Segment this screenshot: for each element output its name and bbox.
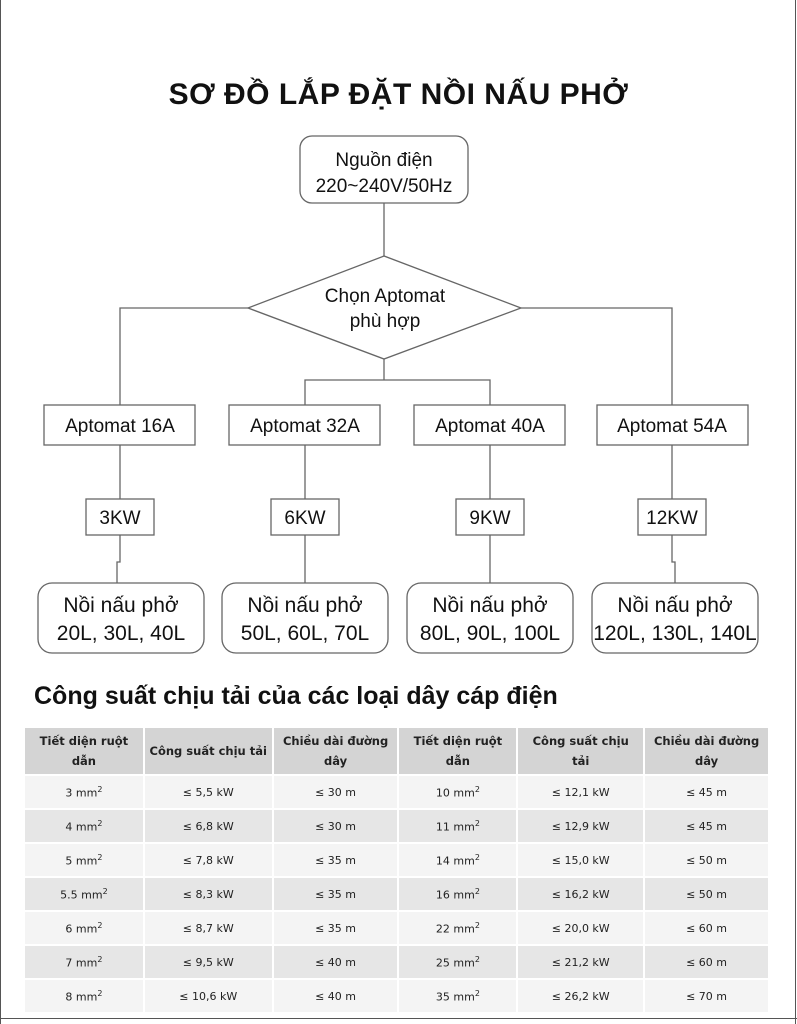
cell-cross-section [398,945,517,979]
cross-section-unit: mm [75,922,98,936]
power-node [271,499,339,535]
power-node [638,499,706,535]
cell-line-length: ≤ 45 m [644,775,769,809]
cable-capacity-table [25,728,770,1014]
pot-label: Nồi nấu phở [247,594,363,617]
cross-section-value: 25 [435,956,450,970]
power-label: 9KW [469,508,511,529]
unit-exponent: 2 [474,818,480,828]
cell-line-length: ≤ 35 m [273,877,399,911]
cell-line-length: ≤ 50 m [644,843,769,877]
cell-load-power: ≤ 26,2 kW [517,979,644,1013]
cross-section-value: 14 [435,854,450,868]
cell-load-power: ≤ 12,1 kW [517,775,644,809]
header-load-power: Công suất chịu tải [517,728,644,775]
cell-load-power: ≤ 5,5 kW [144,775,273,809]
header-cross-section: Tiết diện ruột dẫn [25,728,144,775]
decision-label-line1: Chọn Aptomat [324,286,446,307]
cell-load-power: ≤ 21,2 kW [517,945,644,979]
unit-exponent: 2 [474,920,480,930]
cross-section-value: 10 [435,786,450,800]
header-line-length: Chiều dài đường dây [644,728,769,775]
pot-label: Nồi nấu phở [432,594,548,617]
unit-exponent: 2 [97,784,103,794]
table-row [25,979,769,1013]
table-row [25,911,769,945]
power-label: 3KW [99,508,141,529]
header-load-power: Công suất chịu tải [144,728,273,775]
cross-section-unit: mm [453,990,475,1004]
cross-section-value: 3 [65,786,73,800]
breaker-node [44,405,195,445]
cross-section-unit: mm [453,820,475,834]
cell-cross-section [25,979,144,1013]
cell-cross-section [25,775,144,809]
pot-node [222,583,388,653]
cell-load-power: ≤ 6,8 kW [144,809,273,843]
table-body [25,775,769,1013]
breaker-label: Aptomat 54A [617,416,727,437]
table-row [25,877,769,911]
diagram-title: SƠ ĐỒ LẮP ĐẶT NỒI NẤU PHỞ [168,78,629,111]
cross-section-value: 11 [435,820,450,834]
cross-section-unit: mm [453,854,475,868]
cross-section-unit: mm [75,820,98,834]
decision-label-line2: phù hợp [349,311,421,332]
table-row [25,775,769,809]
cell-line-length: ≤ 35 m [273,843,399,877]
power-source-label: Nguồn điện [335,150,433,171]
unit-exponent: 2 [97,920,103,930]
cross-section-value: 8 [65,990,73,1004]
cross-section-value: 7 [65,956,73,970]
cross-section-unit: mm [453,888,475,902]
header-line-length: Chiều dài đường dây [273,728,399,775]
unit-exponent: 2 [474,886,480,896]
cell-line-length: ≤ 35 m [273,911,399,945]
breaker-label: Aptomat 32A [250,416,360,437]
unit-exponent: 2 [102,886,108,896]
unit-exponent: 2 [474,852,480,862]
cell-line-length: ≤ 40 m [273,979,399,1013]
cross-section-unit: mm [75,956,98,970]
cell-cross-section [25,945,144,979]
cell-cross-section [25,877,144,911]
cross-section-unit: mm [453,786,475,800]
cell-line-length: ≤ 40 m [273,945,399,979]
cell-cross-section [398,877,517,911]
cell-cross-section [25,843,144,877]
breaker-node [414,405,565,445]
pot-node [407,583,573,653]
cross-section-unit: mm [75,854,98,868]
cell-line-length: ≤ 45 m [644,809,769,843]
pot-capacities: 20L, 30L, 40L [56,622,186,645]
pot-label: Nồi nấu phở [63,594,179,617]
pot-node [38,583,204,653]
table-title: Công suất chịu tải của các loại dây cáp điện [34,682,558,710]
cell-load-power: ≤ 15,0 kW [517,843,644,877]
unit-exponent: 2 [97,852,103,862]
cross-section-value: 5 [65,854,73,868]
page-border-bottom [0,1018,797,1019]
breaker-node [229,405,380,445]
cell-line-length: ≤ 50 m [644,877,769,911]
cell-cross-section [398,809,517,843]
power-source-node [300,136,468,203]
breaker-node [597,405,748,445]
cell-line-length: ≤ 60 m [644,945,769,979]
table-row [25,945,769,979]
cross-section-unit: mm [75,786,98,800]
cross-section-unit: mm [75,990,98,1004]
cross-section-value: 4 [65,820,73,834]
cell-cross-section [398,775,517,809]
power-source-spec: 220~240V/50Hz [315,176,453,197]
power-label: 12KW [646,508,698,529]
unit-exponent: 2 [97,818,103,828]
power-node [86,499,154,535]
decision-node [248,256,521,359]
cell-line-length: ≤ 60 m [644,911,769,945]
cell-cross-section [398,979,517,1013]
cell-cross-section [25,911,144,945]
pot-capacities: 50L, 60L, 70L [240,622,370,645]
cross-section-value: 22 [435,922,450,936]
cross-section-value: 6 [65,922,73,936]
cell-cross-section [398,843,517,877]
header-cross-section: Tiết diện ruột dẫn [398,728,517,775]
unit-exponent: 2 [97,954,103,964]
cross-section-unit: mm [453,956,475,970]
table-header-row [25,728,769,775]
cell-load-power: ≤ 20,0 kW [517,911,644,945]
cross-section-unit: mm [81,888,103,902]
unit-exponent: 2 [97,988,103,998]
cell-load-power: ≤ 16,2 kW [517,877,644,911]
power-label: 6KW [284,508,326,529]
cell-load-power: ≤ 9,5 kW [144,945,273,979]
cell-line-length: ≤ 30 m [273,809,399,843]
cell-load-power: ≤ 8,3 kW [144,877,273,911]
cell-line-length: ≤ 30 m [273,775,399,809]
cell-load-power: ≤ 7,8 kW [144,843,273,877]
cell-load-power: ≤ 10,6 kW [144,979,273,1013]
breaker-label: Aptomat 40A [435,416,545,437]
cross-section-unit: mm [453,922,475,936]
cross-section-value: 16 [435,888,450,902]
pot-label: Nồi nấu phở [617,594,733,617]
cell-line-length: ≤ 70 m [644,979,769,1013]
cell-cross-section [398,911,517,945]
cross-section-value: 35 [435,990,450,1004]
unit-exponent: 2 [474,988,480,998]
table-row [25,809,769,843]
cell-load-power: ≤ 8,7 kW [144,911,273,945]
breaker-label: Aptomat 16A [65,416,175,437]
power-node [456,499,524,535]
unit-exponent: 2 [474,784,480,794]
pot-capacities: 80L, 90L, 100L [419,622,561,645]
cell-load-power: ≤ 12,9 kW [517,809,644,843]
unit-exponent: 2 [474,954,480,964]
pot-node [592,583,758,653]
table-row [25,843,769,877]
pot-capacities: 120L, 130L, 140L [593,622,757,645]
cross-section-value: 5.5 [60,888,78,902]
cell-cross-section [25,809,144,843]
